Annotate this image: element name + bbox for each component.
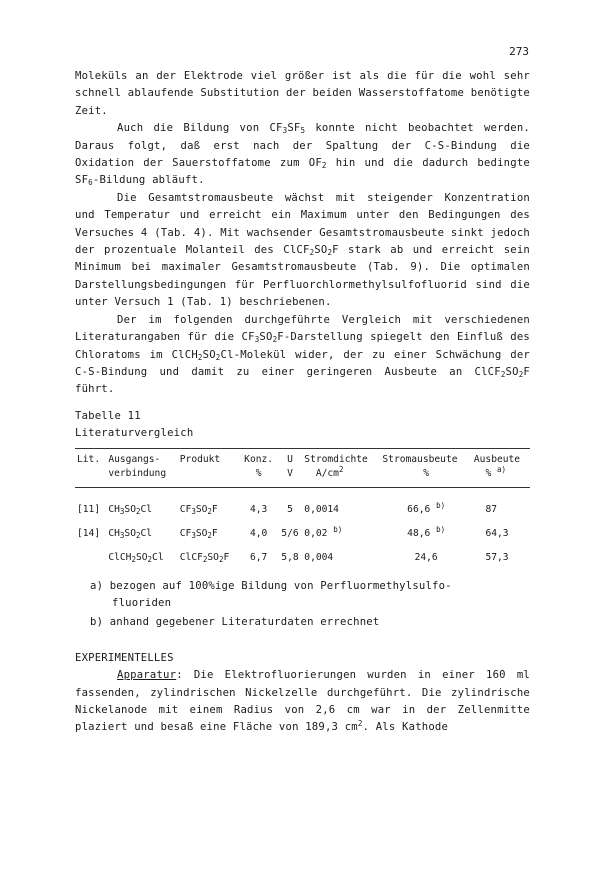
body-text xyxy=(75,68,530,737)
table-row: $ClCH_2SO_2Cl$ $ClCF_2SO_2F$ 6,7 5,8 0,004 24,6 57,3 xyxy=(108,551,509,564)
header-verbindung: verbindung xyxy=(106,467,177,488)
table-header-row xyxy=(75,448,530,467)
header-produkt: Produkt xyxy=(178,448,240,467)
table-row: [14] $CH_3SO_2Cl$ $CF_3SO_2F$ 4,0 5/6 0,02 $^{b)}$ 48,6 $^{b)}$ 64,3 xyxy=(77,524,509,540)
header-konz-unit: % xyxy=(240,467,278,488)
page-number: 273 xyxy=(509,45,529,58)
table-title: Literaturvergleich xyxy=(75,427,194,440)
header-stromausbeute-unit: % xyxy=(380,467,471,488)
table-header-units-row xyxy=(75,467,530,488)
apparatur-label: Apparatur xyxy=(117,669,177,682)
table-caption: Tabelle 11 xyxy=(75,409,141,422)
header-stromdichte: Stromdichte xyxy=(302,448,380,467)
paragraph-3: Die Gesamtstromausbeute wächst mit steigender Konzentration und Temperatur und erreicht ein Maximum unter den Bedingungen des Versuches 4 (Tab. 4). Mit wachsender Gesamtstromausbeute sinkt jedoch der prozentuale Molanteil des $ClCF_2SO_2F$ stark ab und erreicht sein Minimum bei maximaler Gesamtstromausbeute (Tab. 9). Die optimalen Darstellungsbedingungen für Perfluorchlormethylsulfofluorid sind die unter Versuch 1 (Tab. 1) beschriebenen. xyxy=(75,191,531,309)
section-heading: EXPERIMENTELLES xyxy=(75,651,174,664)
paragraph-4: Der im folgenden durchgeführte Vergleich mit verschiedenen Literaturangaben für die $CF_3SO_2F$-Darstellung spiegelt den Einfluß des Chloratoms im $ClCH_2SO_2Cl$-Molekül wider, der zu einer Schwächung der C-S-Bindung und damit zu einer geringeren Ausbeute an $ClCF_2SO_2F$ führt. xyxy=(75,313,531,396)
header-u: U xyxy=(278,448,303,467)
header-ausbeute-unit: % $^{a)}$ xyxy=(472,467,530,488)
header-u-unit: V xyxy=(278,467,303,488)
footnote-b: b) anhand gegebener Literaturdaten errechnet xyxy=(90,616,380,629)
paragraph-1: Moleküls an der Elektrode viel größer ist als die für die wohl sehr schnell ablaufende Substitution der beiden Wasserstoffatome benötigte Zeit. xyxy=(75,70,530,117)
header-konz: Konz. xyxy=(240,448,278,467)
header-stromausbeute: Stromausbeute xyxy=(380,448,471,467)
footnote-a: a) bezogen auf 100%ige Bildung von Perfluormethylsulfo- fluoriden xyxy=(90,579,452,609)
table-row: [11] $CH_3SO_2Cl$ $CF_3SO_2F$ 4,3 5 0,0014 66,6 $^{b)}$ 87 xyxy=(77,500,497,516)
header-stromdichte-unit: $A/cm^2$ xyxy=(302,467,380,488)
literature-comparison-table xyxy=(75,448,530,570)
header-ausgang: Ausgangs- xyxy=(106,448,177,467)
paragraph-5: Apparatur: Die Elektrofluorierungen wurden in einer 160 ml fassenden, zylindrischen Nickelzelle durchgeführt. Die zylindrische Nickelanode mit einem Radius von 2,6 cm war in der Zellenmitte plaziert und besaß eine Fläche von 189,3 $cm^2$. Als Kathode xyxy=(75,669,530,734)
header-lit: Lit. xyxy=(75,448,106,467)
header-ausbeute: Ausbeute xyxy=(472,448,530,467)
paragraph-2: Auch die Bildung von $CF_3SF_5$ konnte nicht beobachtet werden. Daraus folgt, daß erst nach der Spaltung der C-S-Bindung die Oxidation der Sauerstoffatome zum $OF_2$ hin und die dadurch bedingte $SF_6$-Bildung abläuft. xyxy=(75,122,531,188)
